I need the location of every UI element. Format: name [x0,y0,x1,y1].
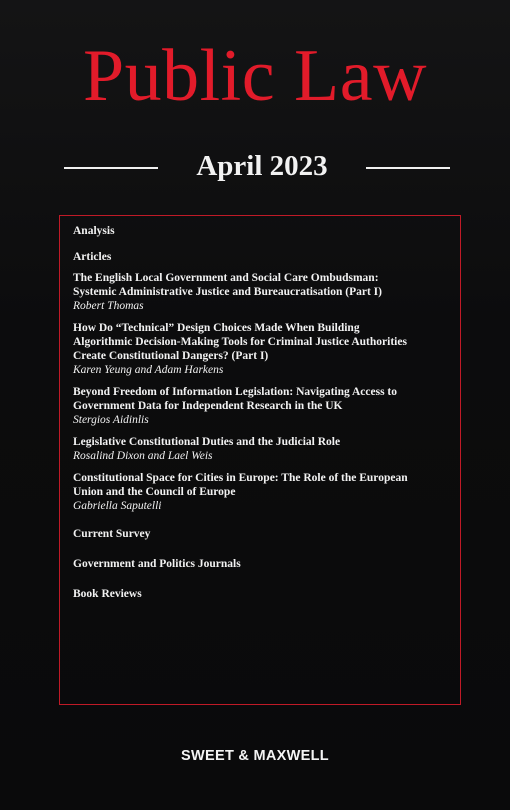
article-title-line: Government Data for Independent Research in the UK [73,400,343,412]
article-entry [73,471,457,513]
section-analysis: Analysis [73,225,115,237]
issue-date: April 2023 [196,150,328,182]
table-of-contents [73,224,457,601]
article-title [73,271,457,299]
article-title-line: Algorithmic Decision-Making Tools for Criminal Justice Authorities [73,336,407,348]
article-title [73,321,457,363]
article-title-line: Beyond Freedom of Information Legislation: Navigating Access to [73,386,398,398]
article-title-line: Constitutional Space for Cities in Europe: The Role of the European [73,472,408,484]
journal-title: Public Law [82,35,428,117]
section-articles: Articles [73,251,112,263]
article-title-line: Systemic Administrative Justice and Bureaucratisation (Part I) [73,286,382,298]
article-author: Stergios Aidinlis [73,414,149,426]
article-title-line: Create Constitutional Dangers? (Part I) [73,350,269,362]
section-current-survey: Current Survey [73,528,151,540]
article-author: Rosalind Dixon and Lael Weis [73,450,213,462]
article-title-line: How Do “Technical” Design Choices Made When Building [73,322,360,334]
article-title-line: The English Local Government and Social Care Ombudsman: [73,272,379,284]
article-title [73,471,457,499]
issue-row [0,146,510,186]
issue-rule-left [64,167,158,169]
article-author: Karen Yeung and Adam Harkens [73,364,224,376]
article-title-line: Legislative Constitutional Duties and the Judicial Role [73,436,341,448]
publisher-logo: SWEET & MAXWELL [181,748,329,764]
issue-rule-right [366,167,450,169]
section-journals: Government and Politics Journals [73,558,241,570]
article-entry [73,321,457,377]
article-author: Gabriella Saputelli [73,500,162,512]
article-author: Robert Thomas [73,300,144,312]
article-title [73,385,457,413]
section-book-reviews: Book Reviews [73,588,142,600]
article-title [73,435,457,449]
article-entry [73,271,457,313]
contents-box [59,215,461,705]
article-entry [73,385,457,427]
article-entry [73,435,457,463]
article-title-line: Union and the Council of Europe [73,486,236,498]
